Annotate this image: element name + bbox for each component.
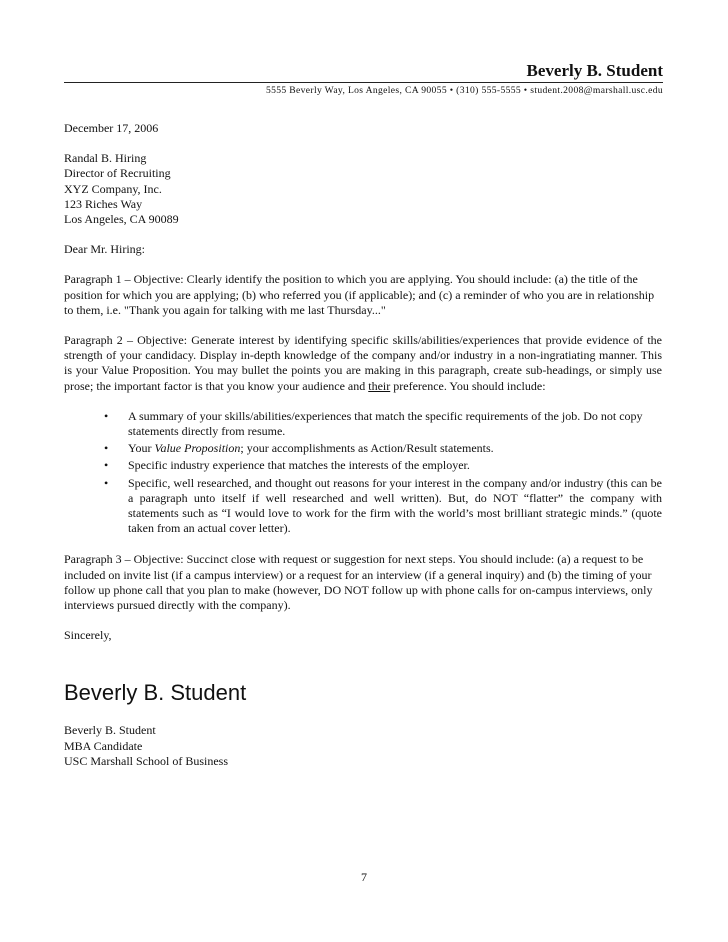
letter-date: December 17, 2006 [64,121,159,135]
header-name: Beverly B. Student [526,61,663,80]
bullet-icon: • [104,441,109,456]
recipient-company: XYZ Company, Inc. [64,181,162,196]
list-item [104,441,662,456]
bullet-icon: • [104,408,109,423]
signature: Beverly B. Student [64,680,247,706]
paragraph-2-text: Paragraph 2 – Objective: Generate interest by identifying specific skills/abilities/experiences that provide evidence of the strength of your candidacy. Display in-depth knowledge of the company and/or industry in a non-ingratiating manner. This is your Value Proposition. You may bullet the points you are making in this paragraph, create sub-headings, or simply use prose; the important factor is that you know your audience and [64,333,662,393]
header-divider [64,82,663,83]
list-item [104,476,662,537]
salutation: Dear Mr. Hiring: [64,242,145,257]
recipient-city: Los Angeles, CA 90089 [64,212,179,227]
paragraph-2 [64,333,662,394]
bullet-text-2-prefix: Your [128,441,155,456]
paragraph-1: Paragraph 1 – Objective: Clearly identify the position to which you are applying. You should include: (a) the title of the position for which you are applying; (b) who referred you (if applicable); and (c) a reminder of who you are in relationship to them, i.e. "Thank you again for talking with me last Thursday..." [64,272,655,317]
closing: Sincerely, [64,628,112,643]
signer-title: MBA Candidate [64,738,143,753]
signer-name: Beverly B. Student [64,723,156,738]
bullet-icon: • [104,458,109,473]
recipient-street: 123 Riches Way [64,196,143,211]
bullet-list [64,409,662,537]
bullet-text-2-italic: Value Proposition [154,441,241,456]
recipient-name: Randal B. Hiring [64,151,147,166]
bullet-icon: • [104,475,109,490]
list-item [104,458,662,473]
bullet-text-4: Specific, well researched, and thought out reasons for your interest in the company and/or industry (this can be a paragraph unto itself if well researched and well written). But, do NOT “flatter” the company with statements such as “I would love to work for the firm with the world’s most brilliant strategic minds.” (quote taken from an actual cover letter). [128,475,662,536]
recipient-title: Director of Recruiting [64,166,171,181]
signature-block [64,723,662,769]
header-contact: 5555 Beverly Way, Los Angeles, CA 90055 • (310) 555-5555 • student.2008@marshall.usc.edu [265,85,663,96]
paragraph-2-underlined: their [368,378,391,393]
recipient-address [64,151,662,227]
paragraph-2-end: preference. You should include: [390,378,546,393]
paragraph-3: Paragraph 3 – Objective: Succinct close with request or suggestion for next steps. You should include: (a) a request to be included on invite list (if a campus interview) or a request for an interview (if a general inquiry) and (b) the timing of your follow up phone call that you plan to make (however, DO NOT follow up with phone calls for on-campus interviews, only interviews pursued directly with the company). [64,552,653,613]
bullet-text-1: A summary of your skills/abilities/experiences that match the specific requirements of the job. Do not copy statements directly from resume. [128,408,643,439]
letter-body [64,121,662,769]
list-item [104,409,662,439]
bullet-text-3: Specific industry experience that matches the interests of the employer. [128,458,470,473]
signer-school: USC Marshall School of Business [64,753,229,768]
bullet-text-2-suffix: ; your accomplishments as Action/Result statements. [240,441,494,456]
page-number: 7 [361,870,367,884]
